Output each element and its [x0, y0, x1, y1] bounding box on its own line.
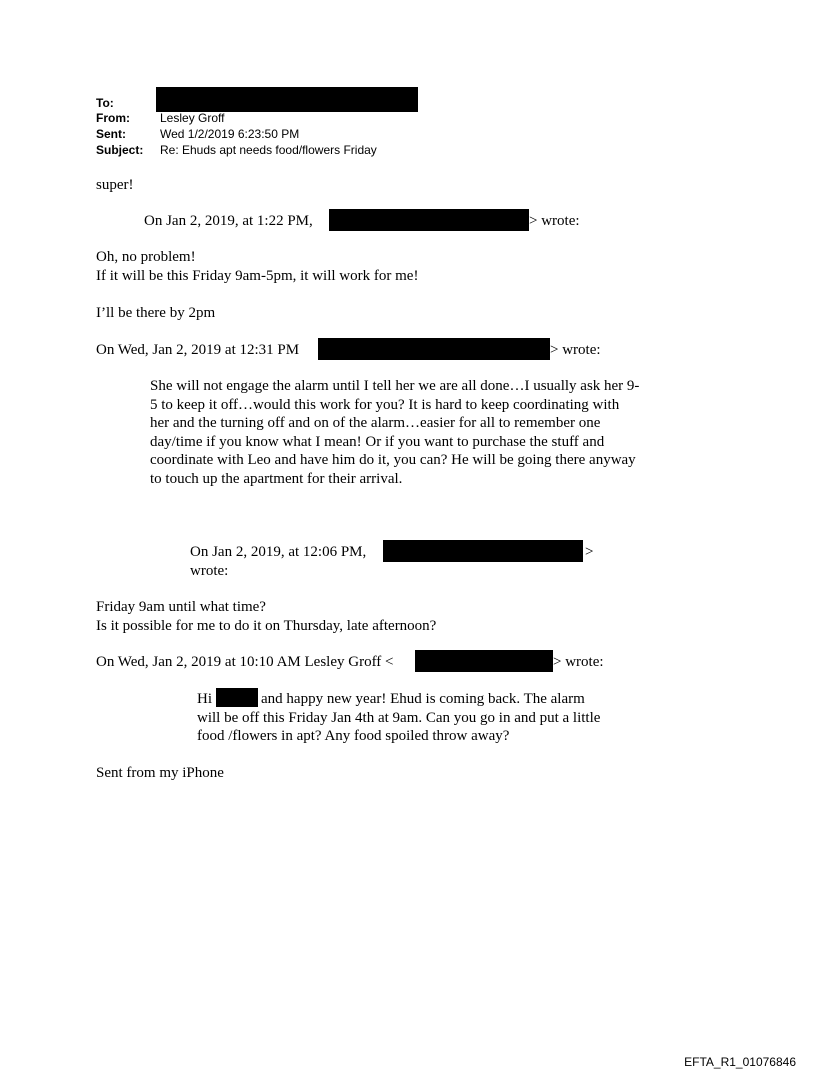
redaction-sender-1: [329, 209, 529, 231]
message-3-line-2: Is it possible for me to do it on Thursday, late afternoon?: [96, 618, 437, 634]
from-value: Lesley Groff: [160, 111, 225, 125]
message-1-line-3: I’ll be there by 2pm: [96, 305, 216, 321]
message-1-line-2: If it will be this Friday 9am-5pm, it will work for me!: [96, 268, 419, 284]
quote-attribution-1-suffix: > wrote:: [529, 213, 580, 229]
message-2-line: 5 to keep it off…would this work for you? It is hard to keep coordinating with: [150, 396, 620, 413]
quote-attribution-4: On Wed, Jan 2, 2019 at 10:10 AM Lesley Groff <: [96, 654, 394, 670]
document-id: EFTA_R1_01076846: [684, 1055, 796, 1069]
message-2-line: day/time if you know what I mean! Or if you want to purchase the stuff and: [150, 433, 605, 450]
quote-attribution-3-line-2: wrote:: [190, 563, 229, 579]
message-1-line-1: Oh, no problem!: [96, 249, 196, 265]
redaction-sender-3: [383, 540, 583, 562]
redaction-to: [156, 87, 418, 112]
quote-attribution-3-suffix: >: [585, 544, 594, 560]
message-2: [150, 377, 639, 488]
subject-value: Re: Ehuds apt needs food/flowers Friday: [160, 143, 377, 157]
message-2-line: She will not engage the alarm until I tell her we are all done…I usually ask her 9-: [150, 378, 640, 394]
quote-attribution-2: On Wed, Jan 2, 2019 at 12:31 PM: [96, 342, 300, 358]
redaction-sender-2: [318, 338, 550, 360]
quote-attribution-1: On Jan 2, 2019, at 1:22 PM,: [144, 213, 313, 229]
sent-label: Sent:: [96, 127, 126, 141]
message-4-line-3: food /flowers in apt? Any food spoiled throw away?: [197, 728, 510, 744]
message-3-line-1: Friday 9am until what time?: [96, 599, 266, 615]
quote-attribution-4-suffix: > wrote:: [553, 654, 604, 670]
quote-attribution-3: On Jan 2, 2019, at 12:06 PM,: [190, 544, 367, 560]
message-4-line-1: and happy new year! Ehud is coming back. The alarm: [261, 691, 585, 707]
message-4-line-2: will be off this Friday Jan 4th at 9am. Can you go in and put a little: [197, 710, 601, 726]
sent-value: Wed 1/2/2019 6:23:50 PM: [160, 127, 300, 141]
quote-attribution-2-suffix: > wrote:: [550, 342, 601, 358]
to-label: To:: [96, 96, 114, 110]
subject-label: Subject:: [96, 143, 144, 157]
redaction-recipient-name: [216, 688, 258, 707]
message-4-greeting: Hi: [197, 691, 212, 707]
message-2-line: her and the turning off and on of the alarm…easier for all to remember one: [150, 415, 601, 431]
reply-text: super!: [96, 177, 134, 193]
message-2-line: to touch up the apartment for their arrival.: [150, 470, 403, 487]
message-2-line: coordinate with Leo and have him do it, you can? He will be going there anyway: [150, 452, 636, 468]
from-label: From:: [96, 111, 130, 125]
redaction-sender-4: [415, 650, 553, 672]
signature: Sent from my iPhone: [96, 765, 224, 781]
